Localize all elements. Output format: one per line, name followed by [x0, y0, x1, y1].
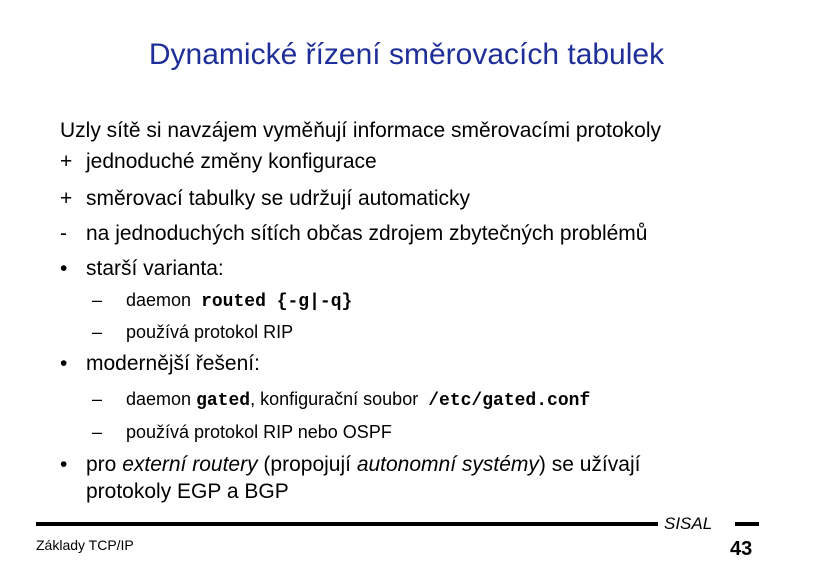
item-text: na jednoduchých sítích občas zdrojem zbytečných problémů	[86, 222, 648, 245]
text-part: ) se užívají	[538, 453, 641, 476]
item-text: starší varianta:	[86, 257, 224, 280]
text-part: (propojují	[257, 453, 357, 476]
sub-item-rip	[92, 319, 293, 345]
item-marker: +	[60, 187, 73, 210]
sub-dash: –	[92, 389, 103, 409]
external-routers-text: externí routery	[122, 453, 258, 476]
autonomous-systems-text: autonomní systémy	[356, 453, 539, 476]
config-file: /etc/gated.conf	[428, 391, 591, 411]
gated-name: gated	[196, 391, 251, 411]
sub-dash: –	[92, 322, 103, 342]
list-item-external	[60, 452, 640, 478]
item-text: směrovací tabulky se udržují automaticky	[86, 187, 470, 210]
sub-item-ospf	[92, 419, 392, 445]
sub-item-routed	[92, 287, 352, 315]
item-marker: +	[60, 150, 73, 173]
protocol-text: používá protokol RIP nebo OSPF	[126, 422, 392, 442]
footer-rule-right	[735, 522, 759, 526]
footer-brand: SISAL	[664, 514, 713, 533]
footer-rule-left	[36, 522, 658, 526]
page-title: Dynamické řízení směrovacích tabulek	[148, 38, 665, 71]
daemon-prefix: daemon	[126, 290, 192, 310]
list-item	[60, 149, 377, 175]
list-item-external-cont: protokoly EGP a BGP	[86, 480, 289, 503]
list-item	[60, 186, 470, 212]
item-marker: -	[60, 222, 67, 245]
daemon-prefix: daemon	[126, 389, 192, 409]
sub-dash: –	[92, 422, 103, 442]
item-marker: •	[60, 453, 68, 476]
item-text: jednoduché změny konfigurace	[86, 150, 377, 173]
text-part: pro	[86, 453, 123, 476]
list-item	[60, 221, 647, 247]
sub-item-gated	[92, 386, 590, 414]
item-marker: •	[60, 257, 68, 280]
footer-course: Základy TCP/IP	[36, 537, 134, 553]
routed-command: routed {-g|-q}	[201, 292, 353, 312]
page-number: 43	[730, 538, 753, 560]
list-item	[60, 256, 224, 282]
item-text: modernější řešení:	[86, 352, 260, 375]
item-marker: •	[60, 352, 68, 375]
protocol-text: používá protokol RIP	[126, 322, 294, 342]
list-item-modern	[60, 351, 260, 377]
sub-dash: –	[92, 290, 103, 310]
intro-text: Uzly sítě si navzájem vyměňují informace směrovacími protokoly	[60, 119, 662, 142]
config-text: , konfigurační soubor	[250, 389, 419, 409]
